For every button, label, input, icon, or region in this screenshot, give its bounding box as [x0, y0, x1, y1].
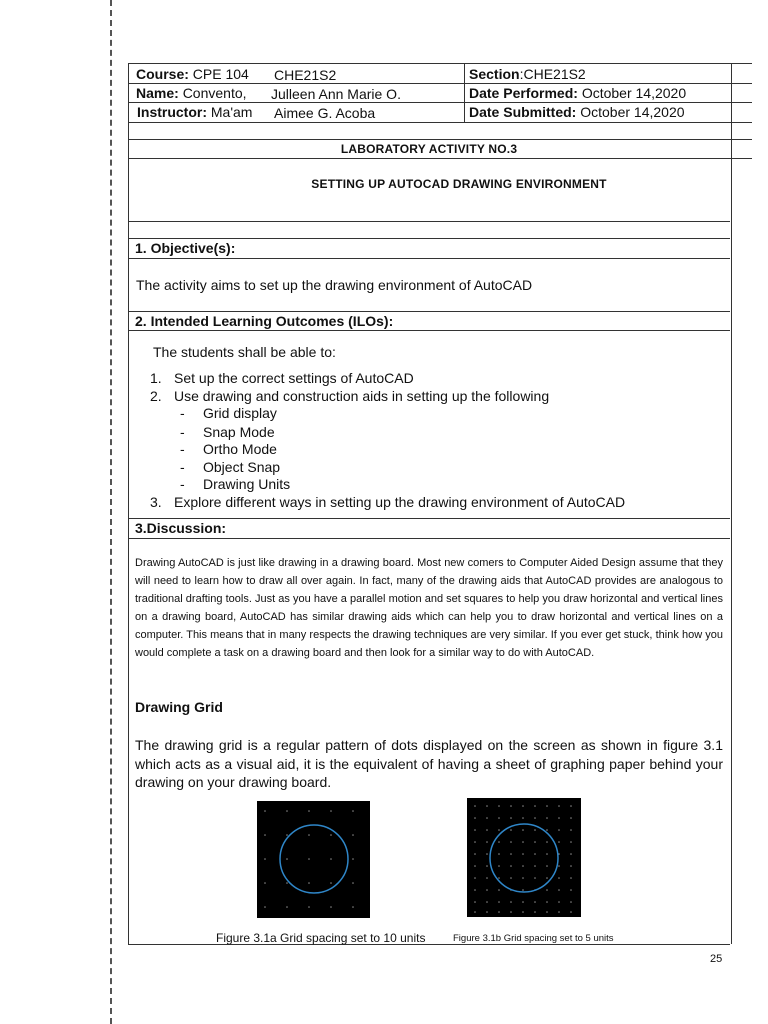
name-last: Convento, — [182, 85, 247, 101]
ilo-sub-text: Ortho Mode — [203, 441, 277, 457]
ilo-item-1: 1. Set up the correct settings of AutoCAD — [150, 370, 414, 386]
performed-value: October 14,2020 — [581, 85, 687, 101]
activity-number: LABORATORY ACTIVITY NO.3 — [340, 142, 518, 156]
submitted-value: October 14,2020 — [580, 104, 685, 120]
rule — [128, 63, 752, 64]
ilo-item-3: 3. Explore different ways in setting up the drawing environment of AutoCAD — [150, 494, 626, 510]
circle-shape — [490, 824, 558, 892]
instructor-label: Instructor: — [137, 104, 207, 120]
rule — [128, 258, 730, 259]
course-label: Course: — [136, 66, 189, 82]
discussion-heading: 3.Discussion: — [135, 520, 227, 536]
section-row — [469, 66, 586, 82]
activity-title: SETTING UP AUTOCAD DRAWING ENVIRONMENT — [311, 177, 607, 191]
section-label: Section — [469, 66, 520, 82]
objectives-heading: 1. Objective(s): — [135, 240, 236, 256]
rule — [128, 330, 730, 331]
ilo-sub-text: Object Snap — [203, 459, 281, 475]
name-first: Julleen Ann Marie O. — [271, 86, 401, 102]
circle-shape — [280, 825, 348, 893]
figure-3-1a-caption: Figure 3.1a Grid spacing set to 10 units — [216, 931, 426, 945]
rule — [128, 139, 752, 140]
name-row — [136, 85, 247, 101]
instructor-row — [137, 104, 252, 120]
ilo-sub-5: - Drawing Units — [180, 476, 291, 492]
ilos-heading: 2. Intended Learning Outcomes (ILOs): — [135, 313, 394, 329]
grid-dots-5 — [474, 805, 572, 913]
course-row — [136, 66, 249, 82]
ilo-sub-text: Snap Mode — [203, 424, 275, 440]
ilo-sub-3: - Ortho Mode — [180, 441, 277, 457]
rule — [128, 221, 730, 222]
discussion-text: Drawing AutoCAD is just like drawing in a drawing board. Most new comers to Computer Aided Design assume that they will need to learn how to draw all over again. In fact, many of the drawing aids that AutoCAD provides are analogous to traditional drafting tools. Just as you have a parallel motion and set squares to help you draw horizontal and vertical lines on a drawing board, AutoCAD has similar drawing aids which can help you to draw horizontal and vertical lines on a computer. This means that in many respects the drawing techniques are very similar. If you ever get stuck, think how you would complete a task on a drawing board and then look for a similar way to do with AutoCAD. — [135, 557, 723, 659]
instructor-name: Aimee G. Acoba — [274, 105, 376, 121]
page-number: 25 — [710, 953, 723, 965]
course-section: CHE21S2 — [274, 67, 337, 83]
ilo-item-2-text: Use drawing and construction aids in setting up the following — [174, 388, 550, 404]
ilo-sub-1: - Grid display — [180, 405, 277, 421]
submitted-row — [469, 104, 685, 120]
rule — [128, 83, 752, 84]
figure-3-1a — [257, 801, 370, 918]
name-label: Name: — [136, 85, 179, 101]
ilo-sub-4: - Object Snap — [180, 459, 281, 475]
figure-3-1b — [467, 798, 581, 917]
ilos-intro: The students shall be able to: — [153, 344, 336, 360]
instructor-prefix: Ma'am — [210, 104, 253, 120]
rule — [128, 102, 752, 103]
rule — [128, 518, 730, 519]
rule — [128, 158, 752, 159]
rule — [128, 238, 730, 239]
rule — [464, 63, 465, 122]
figure-3-1a-graphic — [257, 801, 370, 918]
ilo-item-3-text: Explore different ways in setting up the drawing environment of AutoCAD — [174, 494, 626, 510]
ilo-sub-text: Drawing Units — [203, 476, 291, 492]
ilo-sub-text: Grid display — [203, 405, 277, 421]
margin-line — [110, 0, 112, 1024]
section-value: :CHE21S2 — [519, 66, 586, 82]
performed-row — [469, 85, 686, 101]
performed-label: Date Performed: — [469, 85, 578, 101]
ilo-item-2: 2. Use drawing and construction aids in setting up the following — [150, 388, 550, 404]
ilo-item-1-text: Set up the correct settings of AutoCAD — [174, 370, 414, 386]
objectives-text: The activity aims to set up the drawing environment of AutoCAD — [136, 277, 533, 293]
figure-3-1b-graphic — [467, 798, 581, 917]
rule — [128, 311, 730, 312]
ilo-sub-2: - Snap Mode — [180, 424, 275, 440]
course-value: CPE 104 — [192, 66, 249, 82]
drawing-grid-heading: Drawing Grid — [135, 699, 223, 715]
rule — [128, 538, 730, 539]
drawing-grid-text: The drawing grid is a regular pattern of dots displayed on the screen as shown in figure 3.1 which acts as a visual aid, it is the equivalent of having a sheet of graphing paper behind your drawing on your drawing board. — [135, 737, 723, 790]
submitted-label: Date Submitted: — [469, 104, 577, 120]
figure-3-1b-caption: Figure 3.1b Grid spacing set to 5 units — [453, 933, 614, 944]
rule — [128, 122, 752, 123]
